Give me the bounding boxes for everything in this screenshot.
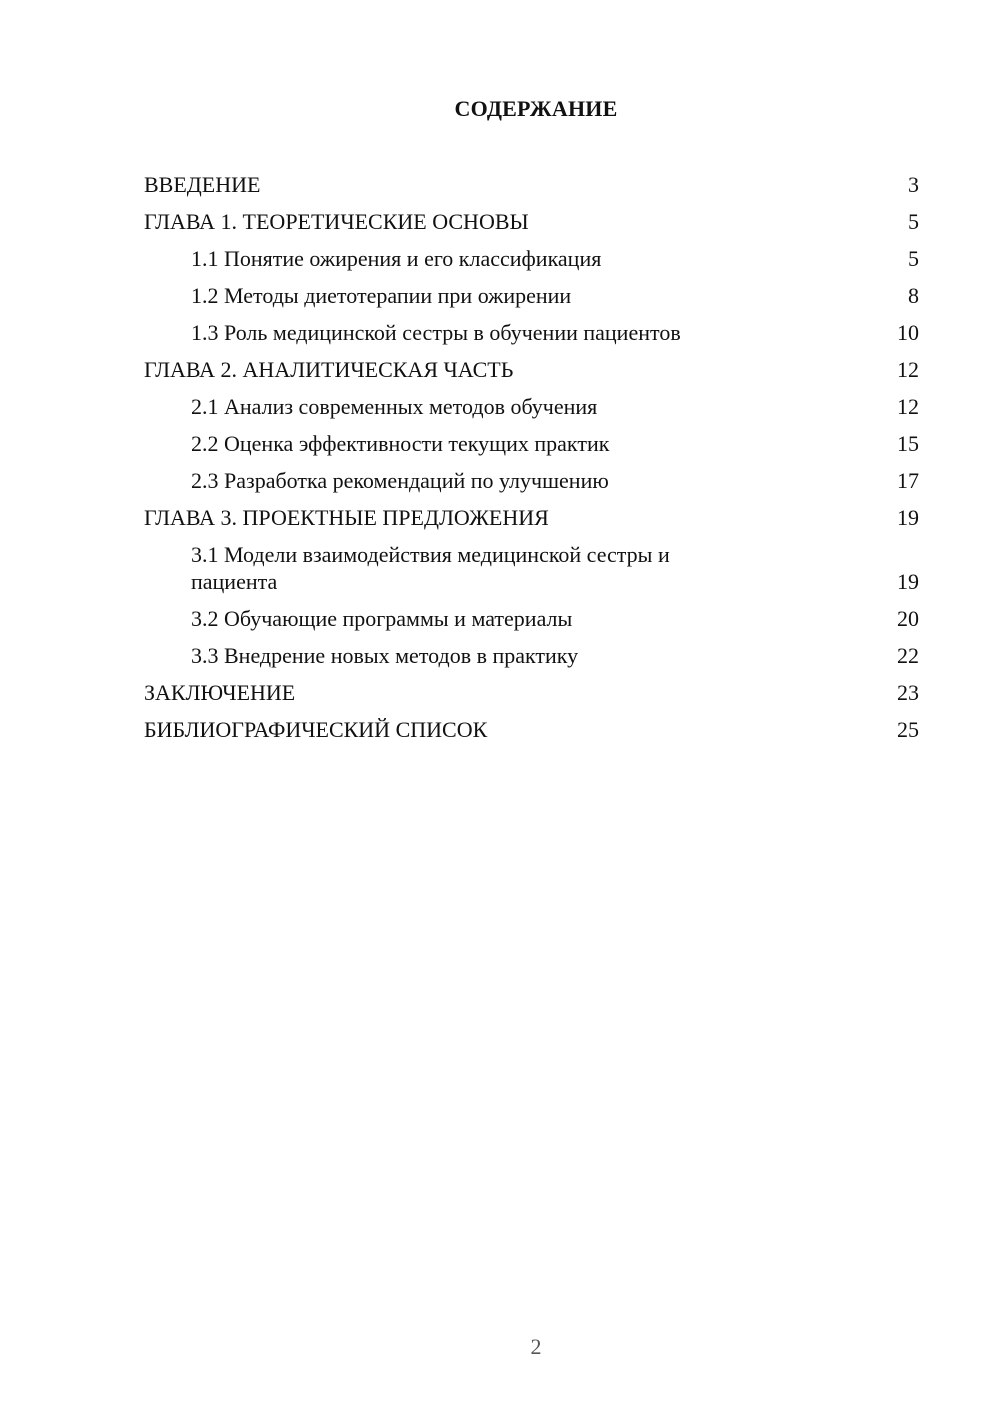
toc-entry-page: 3 (908, 172, 919, 197)
toc-entry-section-3-3 (144, 637, 919, 674)
toc-entry-label: ЗАКЛЮЧЕНИЕ (144, 680, 296, 705)
page-title: СОДЕРЖАНИЕ (454, 96, 618, 121)
toc-entry-section-1-1 (144, 240, 919, 277)
toc-entry-section-2-3 (144, 462, 919, 499)
toc-entry-label: 3.3 Внедрение новых методов в практику (191, 643, 579, 668)
toc-entry-section-3-1 (144, 536, 919, 600)
toc-entry-page: 15 (897, 431, 919, 456)
toc-entry-label: БИБЛИОГРАФИЧЕСКИЙ СПИСОК (144, 717, 488, 742)
toc-entry-label: 3.1 Модели взаимодействия медицинской сестры и пациента (191, 542, 670, 594)
toc-entry-chapter-1 (144, 203, 919, 240)
toc-entry-label: ГЛАВА 3. ПРОЕКТНЫЕ ПРЕДЛОЖЕНИЯ (144, 505, 549, 530)
toc-entry-label: ГЛАВА 2. АНАЛИТИЧЕСКАЯ ЧАСТЬ (144, 357, 514, 382)
toc-entry-label: 3.2 Обучающие программы и материалы (191, 606, 573, 631)
page-number: 2 (530, 1334, 542, 1359)
table-of-contents (144, 166, 919, 748)
toc-entry-page: 8 (908, 283, 919, 308)
toc-entry-section-2-2 (144, 425, 919, 462)
toc-entry-page: 23 (897, 680, 919, 705)
toc-entry-chapter-2 (144, 351, 919, 388)
toc-entry-section-1-2 (144, 277, 919, 314)
toc-entry-page: 19 (897, 505, 919, 530)
toc-entry-label: ВВЕДЕНИЕ (144, 172, 261, 197)
toc-entry-label: 2.2 Оценка эффективности текущих практик (191, 431, 610, 456)
toc-entry-page: 12 (897, 394, 919, 419)
toc-entry-page: 5 (908, 246, 919, 271)
toc-entry-page: 17 (897, 468, 919, 493)
toc-entry-label: ГЛАВА 1. ТЕОРЕТИЧЕСКИЕ ОСНОВЫ (144, 209, 529, 234)
toc-entry-label: 1.2 Методы диетотерапии при ожирении (191, 283, 572, 308)
toc-entry-page: 19 (897, 569, 919, 594)
toc-entry-conclusion (144, 674, 919, 711)
toc-entry-label: 2.1 Анализ современных методов обучения (191, 394, 598, 419)
toc-entry-page: 5 (908, 209, 919, 234)
toc-entry-section-3-2 (144, 600, 919, 637)
toc-entry-page: 20 (897, 606, 919, 631)
toc-entry-label: 1.3 Роль медицинской сестры в обучении пациентов (191, 320, 681, 345)
toc-entry-label: 1.1 Понятие ожирения и его классификация (191, 246, 602, 271)
toc-entry-bibliography (144, 711, 919, 748)
toc-entry-page: 12 (897, 357, 919, 382)
toc-entry-page: 10 (897, 320, 919, 345)
toc-entry-section-2-1 (144, 388, 919, 425)
toc-entry-page: 25 (897, 717, 919, 742)
toc-entry-chapter-3 (144, 499, 919, 536)
toc-entry-page: 22 (897, 643, 919, 668)
toc-entry-section-1-3 (144, 314, 919, 351)
toc-entry-label: 2.3 Разработка рекомендаций по улучшению (191, 468, 609, 493)
toc-entry-introduction (144, 166, 919, 203)
